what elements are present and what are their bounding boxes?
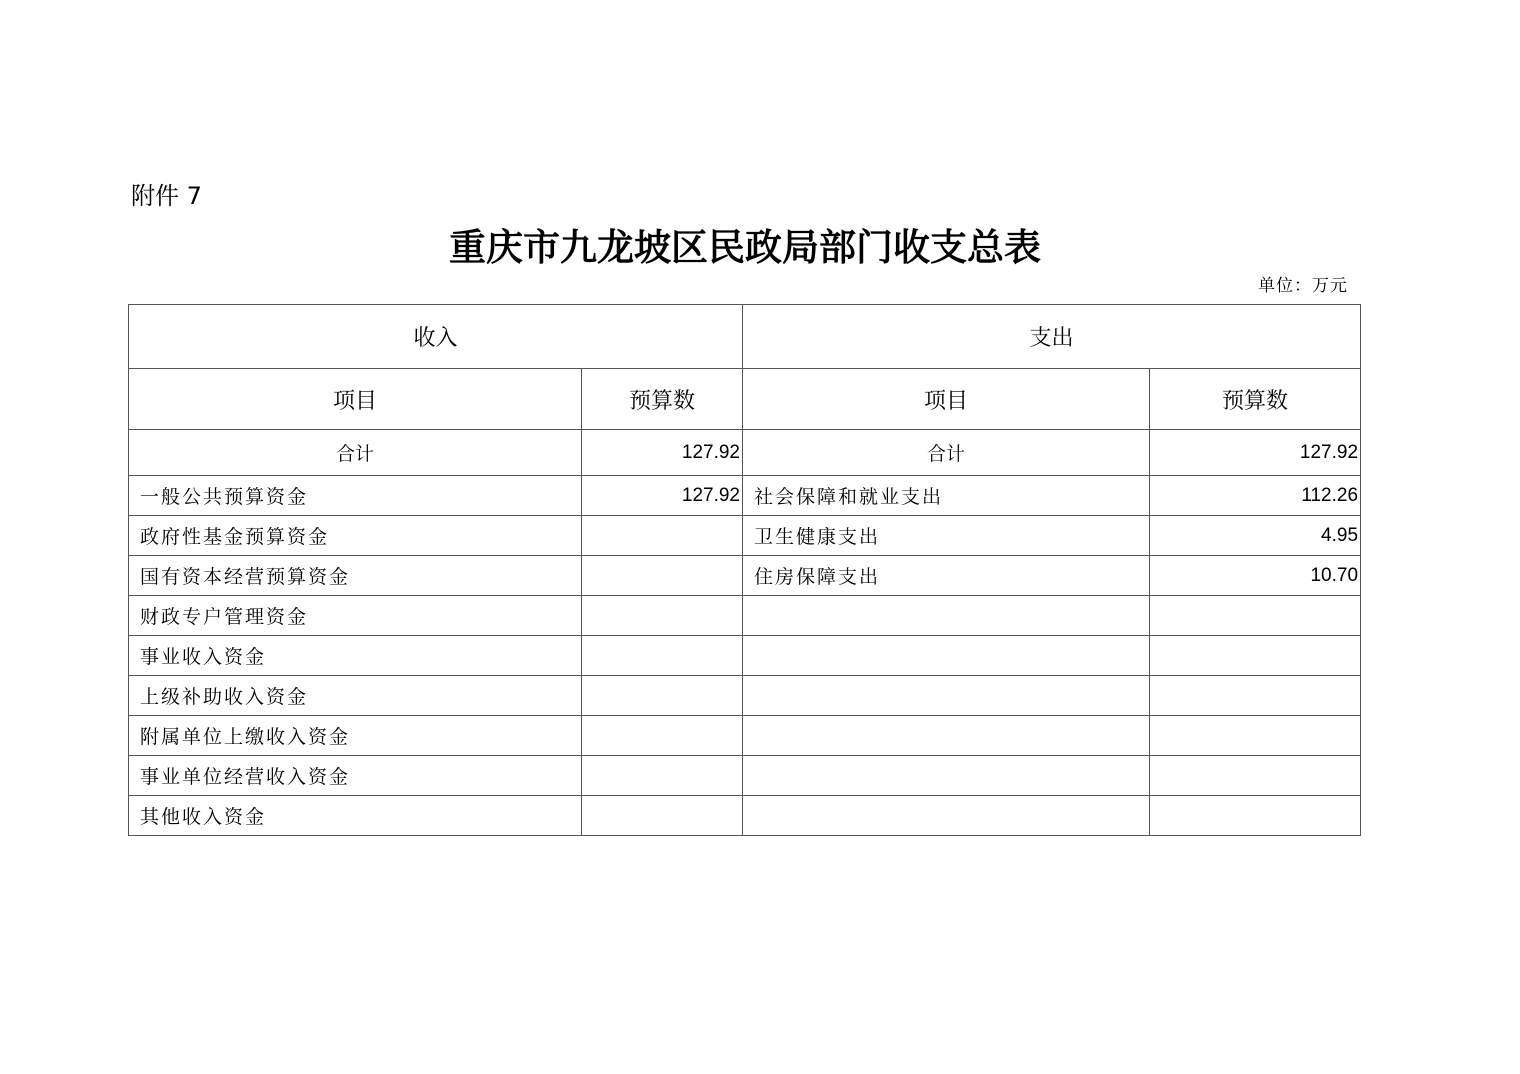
table-row [129, 636, 1361, 676]
income-value-cell: 127.92 [582, 476, 743, 516]
income-value-cell [582, 756, 743, 796]
expense-value-cell [1150, 716, 1361, 756]
expense-item-cell [743, 716, 1150, 756]
unit-label: 单位：万元 [1258, 276, 1348, 296]
expense-value-cell [1150, 676, 1361, 716]
expense-value-cell: 112.26 [1150, 476, 1361, 516]
income-value-cell [582, 796, 743, 836]
expense-value-cell: 10.70 [1150, 556, 1361, 596]
income-value-cell [582, 716, 743, 756]
income-budget-column-header: 预算数 [582, 369, 743, 430]
income-value-cell [582, 676, 743, 716]
income-item-cell: 附属单位上缴收入资金 [129, 716, 582, 756]
expense-value-cell [1150, 756, 1361, 796]
expense-item-cell [743, 796, 1150, 836]
expense-value-cell: 4.95 [1150, 516, 1361, 556]
expense-item-cell: 住房保障支出 [743, 556, 1150, 596]
income-item-cell: 其他收入资金 [129, 796, 582, 836]
expense-total-label: 合计 [743, 430, 1150, 476]
column-header-row [129, 369, 1361, 430]
income-item-column-header: 项目 [129, 369, 582, 430]
expense-item-column-header: 项目 [743, 369, 1150, 430]
expense-section-header: 支出 [743, 305, 1361, 369]
expense-item-cell: 卫生健康支出 [743, 516, 1150, 556]
income-total-label: 合计 [129, 430, 582, 476]
expense-value-cell [1150, 636, 1361, 676]
income-value-cell [582, 516, 743, 556]
table-row [129, 476, 1361, 516]
expense-item-cell [743, 596, 1150, 636]
income-item-cell: 事业收入资金 [129, 636, 582, 676]
page-title: 重庆市九龙坡区民政局部门收支总表 [449, 225, 1041, 269]
table-row [129, 556, 1361, 596]
income-total-value: 127.92 [582, 430, 743, 476]
expense-budget-column-header: 预算数 [1150, 369, 1361, 430]
income-item-cell: 一般公共预算资金 [129, 476, 582, 516]
income-section-header: 收入 [129, 305, 743, 369]
income-value-cell [582, 556, 743, 596]
budget-table [128, 304, 1361, 836]
total-row [129, 430, 1361, 476]
expense-item-cell [743, 756, 1150, 796]
expense-item-cell: 社会保障和就业支出 [743, 476, 1150, 516]
table-row [129, 756, 1361, 796]
income-value-cell [582, 636, 743, 676]
income-item-cell: 财政专户管理资金 [129, 596, 582, 636]
income-item-cell: 国有资本经营预算资金 [129, 556, 582, 596]
income-item-cell: 事业单位经营收入资金 [129, 756, 582, 796]
income-item-cell: 上级补助收入资金 [129, 676, 582, 716]
table-row [129, 796, 1361, 836]
expense-item-cell [743, 676, 1150, 716]
attachment-label: 附件 7 [131, 182, 202, 210]
table-row [129, 596, 1361, 636]
table-row [129, 716, 1361, 756]
income-item-cell: 政府性基金预算资金 [129, 516, 582, 556]
expense-value-cell [1150, 596, 1361, 636]
section-header-row [129, 305, 1361, 369]
table-row [129, 676, 1361, 716]
expense-value-cell [1150, 796, 1361, 836]
expense-item-cell [743, 636, 1150, 676]
income-value-cell [582, 596, 743, 636]
table-row [129, 516, 1361, 556]
expense-total-value: 127.92 [1150, 430, 1361, 476]
